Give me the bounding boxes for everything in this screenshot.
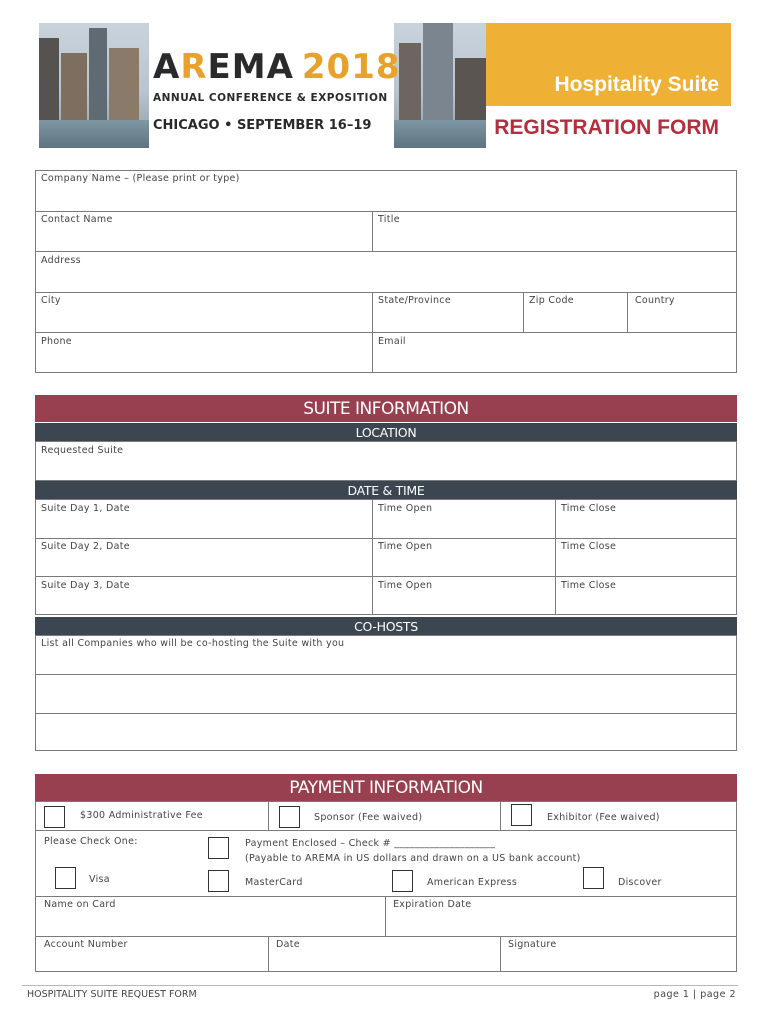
page-indicator[interactable]: page 1 | page 2 [653, 989, 736, 1000]
exhibitor-label: Exhibitor (Fee waived) [547, 812, 660, 823]
sponsor-label: Sponsor (Fee waived) [314, 812, 423, 823]
contact-name-field[interactable]: Contact Name [41, 214, 113, 225]
payment-enclosed-note: (Payable to AREMA in US dollars and drawn on a US bank account) [245, 853, 581, 864]
payment-enclosed-label: Payment Enclosed – Check # ____________________ [245, 838, 496, 849]
american-express-label: American Express [427, 877, 518, 888]
co-hosts-field[interactable]: List all Companies who will be co-hosting the Suite with you [41, 638, 345, 649]
signature-field[interactable]: Signature [508, 939, 557, 950]
zip-field[interactable]: Zip Code [529, 295, 574, 306]
day2-close-field[interactable]: Time Close [561, 541, 617, 552]
footer-divider [22, 985, 738, 986]
discover-checkbox[interactable] [583, 867, 604, 889]
please-check-label: Please Check One: [44, 836, 138, 847]
day3-open-field[interactable]: Time Open [378, 580, 433, 591]
day1-date-field[interactable]: Suite Day 1, Date [41, 503, 130, 514]
requested-suite-field[interactable]: Requested Suite [41, 445, 124, 456]
co-host-row-2[interactable] [36, 675, 736, 712]
visa-checkbox[interactable] [55, 867, 76, 889]
discover-label: Discover [618, 877, 662, 888]
expiration-date-field[interactable]: Expiration Date [393, 899, 472, 910]
email-field[interactable]: Email [378, 336, 406, 347]
phone-field[interactable]: Phone [41, 336, 72, 347]
sponsor-checkbox[interactable] [279, 806, 300, 828]
day1-open-field[interactable]: Time Open [378, 503, 433, 514]
date-field[interactable]: Date [276, 939, 300, 950]
co-host-row-3[interactable] [36, 714, 736, 750]
day3-date-field[interactable]: Suite Day 3, Date [41, 580, 130, 591]
day3-close-field[interactable]: Time Close [561, 580, 617, 591]
visa-label: Visa [89, 874, 110, 885]
date-time-table [35, 499, 737, 615]
address-field[interactable]: Address [41, 255, 81, 266]
day2-date-field[interactable]: Suite Day 2, Date [41, 541, 130, 552]
form-title: REGISTRATION FORM [494, 116, 719, 139]
suite-information-heading: SUITE INFORMATION [35, 395, 737, 422]
footer-form-name: HOSPITALITY SUITE REQUEST FORM [27, 989, 197, 1000]
city-field[interactable]: City [41, 295, 61, 306]
company-name-field[interactable]: Company Name – (Please print or type) [41, 173, 240, 184]
mastercard-label: MasterCard [245, 877, 303, 888]
day2-open-field[interactable]: Time Open [378, 541, 433, 552]
location-heading: LOCATION [35, 423, 737, 442]
exhibitor-checkbox[interactable] [511, 804, 532, 826]
country-field[interactable]: Country [635, 295, 675, 306]
name-on-card-field[interactable]: Name on Card [44, 899, 116, 910]
admin-fee-label: $300 Administrative Fee [80, 810, 203, 821]
date-time-heading: DATE & TIME [35, 481, 737, 500]
account-number-field[interactable]: Account Number [44, 939, 128, 950]
suite-title: Hospitality Suite [554, 73, 719, 96]
title-field[interactable]: Title [378, 214, 400, 225]
payment-enclosed-checkbox[interactable] [208, 837, 229, 859]
location-date: CHICAGO • SEPTEMBER 16–19 [153, 118, 372, 133]
requested-suite-box [35, 441, 737, 481]
admin-fee-checkbox[interactable] [44, 806, 65, 828]
mastercard-checkbox[interactable] [208, 870, 229, 892]
conference-subtitle: ANNUAL CONFERENCE & EXPOSITION [153, 92, 388, 104]
payment-information-heading: PAYMENT INFORMATION [35, 774, 737, 801]
american-express-checkbox[interactable] [392, 870, 413, 892]
state-field[interactable]: State/Province [378, 295, 451, 306]
arema-logo: AREMA 2018 [153, 47, 401, 87]
day1-close-field[interactable]: Time Close [561, 503, 617, 514]
co-hosts-heading: CO-HOSTS [35, 617, 737, 636]
